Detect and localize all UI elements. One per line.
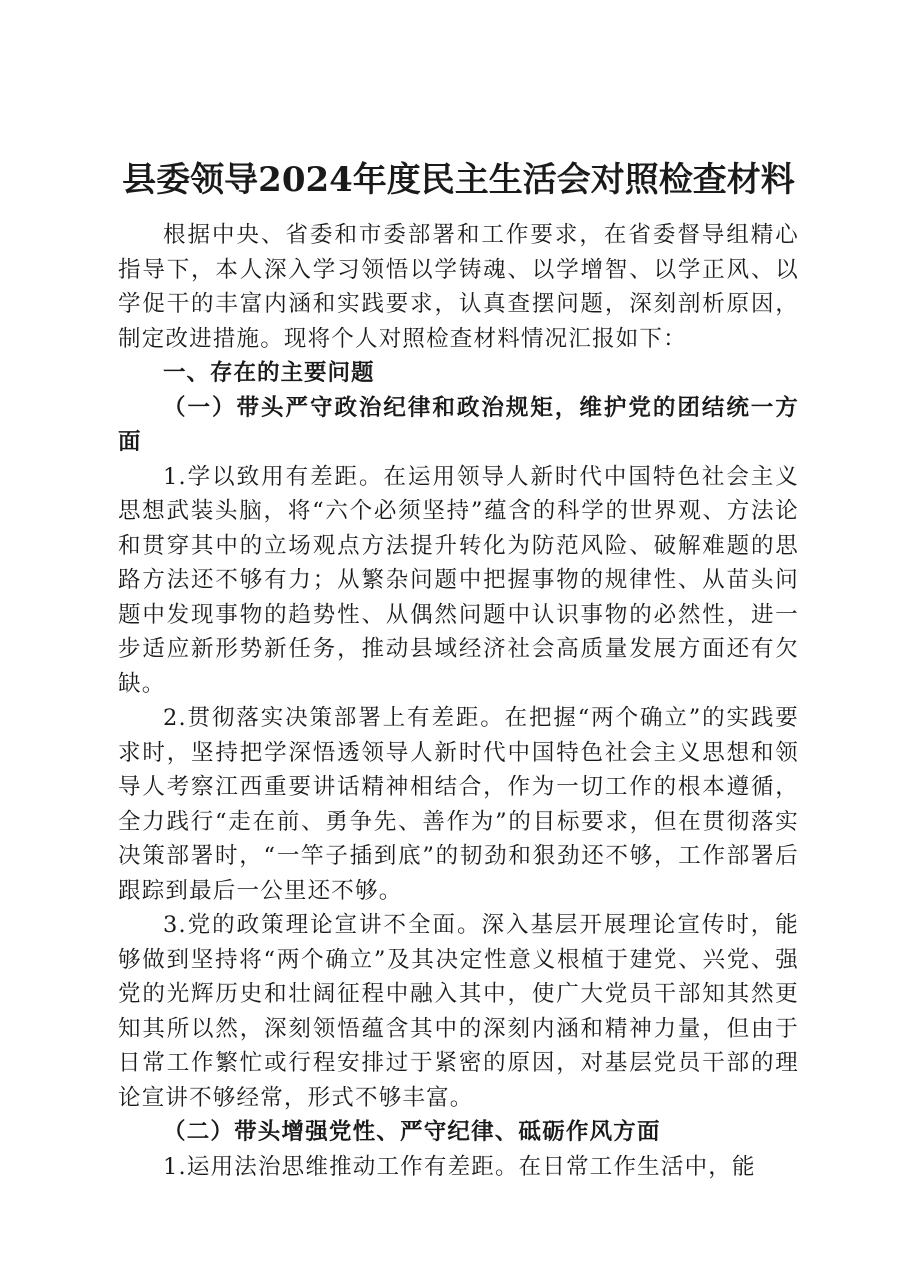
subsection-heading-political-discipline: （一）带头严守政治纪律和政治规矩，维护党的团结统一方面	[118, 394, 799, 455]
paragraph-item-1: 1.学以致用有差距。在运用领导人新时代中国特色社会主义思想武装头脑，将“六个必须坚持”蕴含的科学的世界观、方法论和贯穿其中的立场观点方法提升转化为防范风险、破解难题的思路方法还不够有力；从繁杂问题中把握事物的规律性、从苗头问题中发现事物的趋势性、从偶然问题中认识事物的必然性，进一步适应新形势新任务，推动县域经济社会高质量发展方面还有欠缺。	[118, 463, 799, 697]
intro-paragraph: 根据中央、省委和市委部署和工作要求，在省委督导组精心指导下，本人深入学习领悟以学铸魂、以学增智、以学正风、以学促干的丰富内涵和实践要求，认真查摆问题，深刻剖析原因，制定改进措施。现将个人对照检查材料情况汇报如下：	[118, 222, 799, 352]
subsection-heading-party-spirit: （二）带头增强党性、严守纪律、砥砺作风方面	[163, 1119, 661, 1145]
paragraph-sub2-item-1: 1.运用法治思维推动工作有差距。在日常工作生活中，能	[163, 1153, 756, 1180]
paragraph-item-3: 3.党的政策理论宣讲不全面。深入基层开展理论宣传时，能够做到坚持将“两个确立”及其决定性意义根植于建党、兴党、强党的光辉历史和壮阔征程中融入其中，使广大党员干部知其然更知其所以然，深刻领悟蕴含其中的深刻内涵和精神力量，但由于日常工作繁忙或行程安排过于紧密的原因，对基层党员干部的理论宣讲不够经常，形式不够丰富。	[118, 912, 799, 1111]
document-title: 县委领导2024年度民主生活会对照检查材料	[122, 160, 795, 200]
section-heading-problems: 一、存在的主要问题	[163, 360, 375, 386]
paragraph-item-2: 2.贯彻落实决策部署上有差距。在把握“两个确立”的实践要求时，坚持把学深悟透领导人新时代中国特色社会主义思想和领导人考察江西重要讲话精神相结合，作为一切工作的根本遵循，全力践行“走在前、勇争先、善作为”的目标要求，但在贯彻落实决策部署时，“一竿子插到底”的韧劲和狠劲还不够，工作部署后跟踪到最后一公里还不够。	[118, 705, 799, 904]
